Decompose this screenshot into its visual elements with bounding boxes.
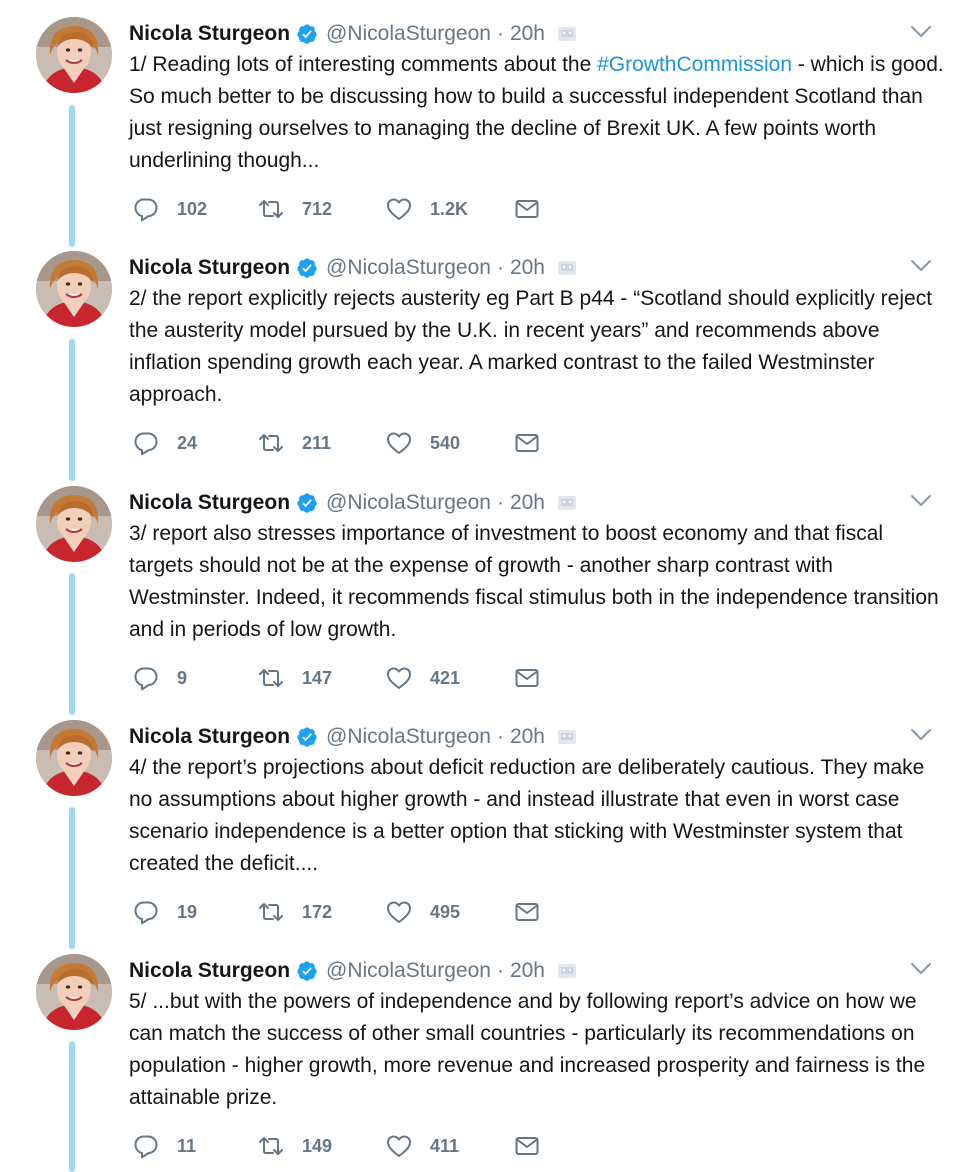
tweet-text	[129, 752, 944, 880]
direct-message-button[interactable]	[514, 430, 540, 456]
like-count: 540	[430, 432, 461, 453]
reply-icon	[133, 1133, 159, 1159]
avatar[interactable]	[36, 954, 112, 1030]
avatar[interactable]	[36, 251, 112, 327]
tweet-text-start: 1/ Reading lots of interesting comments about the	[129, 53, 598, 76]
chevron-down-icon[interactable]	[910, 259, 932, 273]
author-handle[interactable]: @NicolaSturgeon	[326, 959, 491, 982]
verified-badge-icon	[296, 960, 318, 982]
tweet-actions	[133, 665, 633, 691]
device-icon	[557, 963, 577, 979]
direct-message-button[interactable]	[514, 665, 540, 691]
heart-icon	[386, 430, 412, 456]
retweet-icon	[258, 1133, 284, 1159]
tweet[interactable]	[0, 703, 968, 937]
author-name[interactable]: Nicola Sturgeon	[129, 22, 291, 45]
author-name[interactable]: Nicola Sturgeon	[129, 959, 291, 982]
like-count: 421	[430, 667, 461, 688]
tweet-text-start: 5/ ...but with the powers of independence and by following report’s advice on how we can match the success of other small countries - particularly its recommendations on population - higher growth, more revenue and increased prosperity and fairness is the attainable prize.	[129, 990, 926, 1109]
reply-button[interactable]	[133, 430, 258, 456]
envelope-icon	[514, 196, 540, 222]
like-count: 411	[430, 1135, 460, 1156]
author-handle[interactable]: @NicolaSturgeon	[326, 22, 491, 45]
retweet-button[interactable]	[258, 1133, 386, 1159]
device-icon	[557, 729, 577, 745]
chevron-down-icon[interactable]	[910, 25, 932, 39]
device-icon	[557, 26, 577, 42]
heart-icon	[386, 196, 412, 222]
separator-dot: ·	[496, 491, 504, 514]
tweet-actions	[133, 430, 633, 456]
tweet-timestamp[interactable]: 20h	[509, 725, 545, 748]
like-button[interactable]	[386, 430, 514, 456]
retweet-icon	[258, 430, 284, 456]
tweet-text	[129, 518, 944, 646]
direct-message-button[interactable]	[514, 1133, 540, 1159]
retweet-button[interactable]	[258, 665, 386, 691]
envelope-icon	[514, 665, 540, 691]
tweet-text-start: 4/ the report’s projections about deficit reduction are deliberately cautious. They make no assumptions about higher growth - and instead illustrate that even in worst case scenario independence is a better option that sticking with Westminster system that created the deficit....	[129, 756, 925, 875]
separator-dot: ·	[496, 256, 504, 279]
like-button[interactable]	[386, 899, 514, 925]
heart-icon	[386, 899, 412, 925]
direct-message-button[interactable]	[514, 899, 540, 925]
tweet-timestamp[interactable]: 20h	[509, 256, 545, 279]
reply-icon	[133, 899, 159, 925]
separator-dot: ·	[496, 959, 504, 982]
tweet[interactable]	[0, 937, 968, 1171]
verified-badge-icon	[296, 492, 318, 514]
retweet-count: 712	[302, 198, 333, 219]
tweet-actions	[133, 1133, 633, 1159]
author-handle[interactable]: @NicolaSturgeon	[326, 491, 491, 514]
tweet-text	[129, 49, 944, 177]
tweet[interactable]	[0, 0, 968, 234]
verified-badge-icon	[296, 257, 318, 279]
envelope-icon	[514, 899, 540, 925]
retweet-count: 211	[302, 432, 332, 453]
retweet-count: 172	[302, 901, 333, 922]
hashtag-link[interactable]: #GrowthCommission	[597, 53, 792, 76]
tweet-text-start: 3/ report also stresses importance of investment to boost economy and that fiscal targets should not be at the expense of growth - another sharp contrast with Westminster. Indeed, it recommends fiscal stimulus both in the independence transition and in periods of low growth.	[129, 522, 939, 641]
tweet-timestamp[interactable]: 20h	[509, 22, 545, 45]
direct-message-button[interactable]	[514, 196, 540, 222]
avatar[interactable]	[36, 17, 112, 93]
retweet-icon	[258, 665, 284, 691]
like-count: 495	[430, 901, 461, 922]
reply-icon	[133, 430, 159, 456]
reply-button[interactable]	[133, 899, 258, 925]
device-icon	[557, 260, 577, 276]
tweet-header	[129, 19, 929, 49]
tweet-header	[129, 722, 929, 752]
retweet-icon	[258, 196, 284, 222]
verified-badge-icon	[296, 726, 318, 748]
separator-dot: ·	[496, 22, 504, 45]
like-count: 1.2K	[430, 198, 469, 219]
author-handle[interactable]: @NicolaSturgeon	[326, 256, 491, 279]
retweet-button[interactable]	[258, 899, 386, 925]
tweet-header	[129, 956, 929, 986]
tweet-text	[129, 283, 944, 411]
tweet[interactable]	[0, 234, 968, 468]
like-button[interactable]	[386, 665, 514, 691]
reply-button[interactable]	[133, 1133, 258, 1159]
chevron-down-icon[interactable]	[910, 728, 932, 742]
retweet-button[interactable]	[258, 430, 386, 456]
reply-count: 24	[177, 432, 198, 453]
envelope-icon	[514, 430, 540, 456]
envelope-icon	[514, 1133, 540, 1159]
retweet-button[interactable]	[258, 196, 386, 222]
chevron-down-icon[interactable]	[910, 494, 932, 508]
tweet-timestamp[interactable]: 20h	[509, 491, 545, 514]
tweet-text	[129, 986, 944, 1114]
author-name[interactable]: Nicola Sturgeon	[129, 725, 291, 748]
tweet[interactable]	[0, 469, 968, 703]
avatar[interactable]	[36, 486, 112, 562]
tweet-header	[129, 253, 929, 283]
like-button[interactable]	[386, 196, 514, 222]
tweet-timestamp[interactable]: 20h	[509, 959, 545, 982]
verified-badge-icon	[296, 23, 318, 45]
reply-count: 11	[177, 1135, 197, 1156]
chevron-down-icon[interactable]	[910, 962, 932, 976]
reply-icon	[133, 665, 159, 691]
author-name[interactable]: Nicola Sturgeon	[129, 491, 291, 514]
separator-dot: ·	[496, 725, 504, 748]
tweet-actions	[133, 196, 633, 222]
reply-count: 19	[177, 901, 198, 922]
retweet-icon	[258, 899, 284, 925]
heart-icon	[386, 1133, 412, 1159]
tweet-actions	[133, 899, 633, 925]
reply-icon	[133, 196, 159, 222]
heart-icon	[386, 665, 412, 691]
retweet-count: 149	[302, 1135, 333, 1156]
retweet-count: 147	[302, 667, 333, 688]
device-icon	[557, 495, 577, 511]
reply-count: 102	[177, 198, 208, 219]
author-handle[interactable]: @NicolaSturgeon	[326, 725, 491, 748]
reply-button[interactable]	[133, 665, 258, 691]
tweet-text-start: 2/ the report explicitly rejects austerity eg Part B p44 - “Scotland should explicitly reject the austerity model pursued by the U.K. in recent years” and recommends above inflation spending growth each year. A marked contrast to the failed Westminster approach.	[129, 287, 933, 406]
avatar[interactable]	[36, 720, 112, 796]
reply-button[interactable]	[133, 196, 258, 222]
tweet-header	[129, 488, 929, 518]
like-button[interactable]	[386, 1133, 514, 1159]
author-name[interactable]: Nicola Sturgeon	[129, 256, 291, 279]
reply-count: 9	[177, 667, 188, 688]
tweet-text-end: - which is good. So much better to be discussing how to build a successful independent Scotland than just resigning ourselves to managing the decline of Brexit UK. A few points worth underlining though...	[129, 53, 944, 172]
